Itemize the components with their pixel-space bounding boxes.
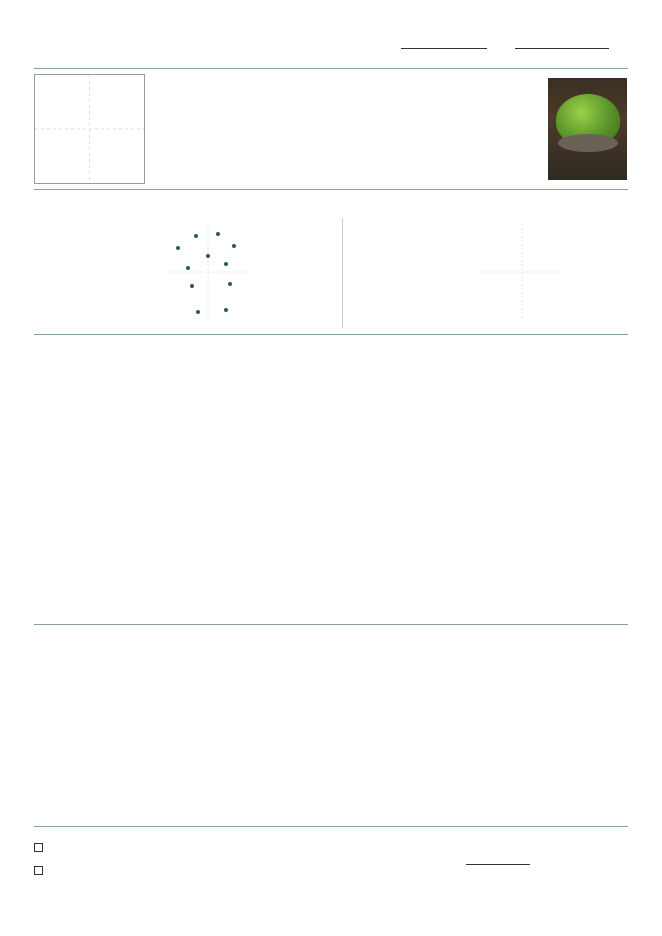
word-1-gloss — [34, 714, 44, 723]
hero-char-box — [34, 74, 145, 184]
confirm-line — [466, 855, 530, 865]
word-2-gloss — [342, 714, 352, 723]
hero-rule — [34, 189, 628, 190]
stroke-view-char-box — [168, 224, 248, 320]
check-item-1[interactable] — [34, 843, 49, 854]
word-1-heading — [34, 656, 38, 675]
date-line — [401, 39, 487, 49]
qr-code[interactable] — [574, 830, 622, 878]
check-item-2[interactable] — [34, 866, 49, 877]
stroke-trace-char — [482, 224, 562, 320]
qr-code-icon — [574, 830, 622, 878]
word-rule — [34, 826, 628, 827]
rock-base-shape — [558, 134, 618, 152]
stroke-divider — [342, 218, 343, 328]
checkbox-stroke-order[interactable] — [34, 843, 43, 852]
confirm-field[interactable] — [458, 855, 530, 865]
checkbox-meaning-sound[interactable] — [34, 866, 43, 875]
name-line — [515, 39, 609, 49]
practice-grid — [119, 362, 627, 617]
hero-char — [35, 75, 144, 183]
header-rule — [34, 68, 628, 69]
stroke-trace-char-box[interactable] — [482, 224, 562, 320]
date-field[interactable] — [391, 39, 487, 49]
stroke-rule — [34, 334, 628, 335]
practice-rule — [34, 624, 628, 625]
logo — [34, 30, 114, 64]
stroke-order-dots — [168, 224, 248, 320]
word-2-heading — [342, 656, 346, 675]
hero-image — [548, 78, 627, 180]
name-field[interactable] — [507, 39, 609, 49]
